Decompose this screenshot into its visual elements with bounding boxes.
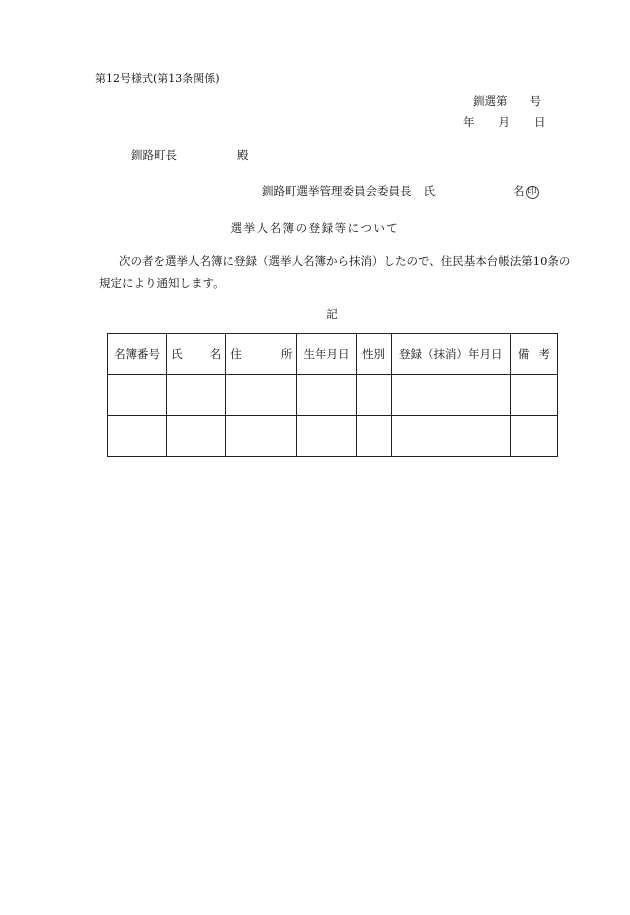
table-header-row [108, 334, 558, 375]
document-number-suffix: 号 [529, 94, 541, 108]
header-registration-date: 登録（抹消）年月日 [391, 334, 510, 375]
document-date [463, 114, 546, 130]
date-year: 年 [463, 115, 475, 129]
sender [262, 183, 539, 199]
cell-sex[interactable] [356, 416, 391, 457]
document-number [473, 93, 541, 109]
notice-body: 次の者を選挙人名簿に登録（選挙人名簿から抹消）したので、住民基本台帳法第10条の規定により通知します。 [99, 254, 571, 290]
cell-remarks[interactable] [510, 416, 557, 457]
sender-name-label: 氏 [423, 184, 435, 198]
header-list-number: 名簿番号 [108, 334, 167, 375]
cell-birthdate[interactable] [297, 375, 356, 416]
header-name: 氏 名 [167, 334, 226, 375]
header-address: 住 所 [226, 334, 297, 375]
sender-title: 釧路町選挙管理委員会委員長 [262, 184, 412, 198]
cell-address[interactable] [226, 375, 297, 416]
document-subject: 選挙人名簿の登録等について [230, 221, 400, 235]
cell-registration-date[interactable] [391, 375, 510, 416]
header-birthdate: 生年月日 [297, 334, 356, 375]
cell-name[interactable] [167, 416, 226, 457]
ki-heading: 記 [326, 307, 338, 321]
form-label: 第12号様式(第13条関係) [95, 72, 220, 85]
seal-mark: 印 [527, 187, 537, 197]
cell-registration-date[interactable] [391, 416, 510, 457]
document-number-prefix: 釧選第 [473, 94, 508, 108]
date-month: 月 [498, 115, 510, 129]
header-sex: 性別 [356, 334, 391, 375]
addressee-honorific: 殿 [237, 148, 249, 162]
cell-birthdate[interactable] [297, 416, 356, 457]
cell-list-number[interactable] [108, 416, 167, 457]
date-day: 日 [534, 115, 546, 129]
cell-list-number[interactable] [108, 375, 167, 416]
sender-name-label-2: 名 [513, 184, 525, 198]
table-row [108, 416, 558, 457]
header-remarks: 備 考 [510, 334, 557, 375]
table-row [108, 375, 558, 416]
cell-name[interactable] [167, 375, 226, 416]
cell-sex[interactable] [356, 375, 391, 416]
addressee-name: 釧路町長 [131, 148, 177, 162]
register-table [107, 333, 558, 457]
cell-remarks[interactable] [510, 375, 557, 416]
cell-address[interactable] [226, 416, 297, 457]
addressee [131, 147, 249, 163]
